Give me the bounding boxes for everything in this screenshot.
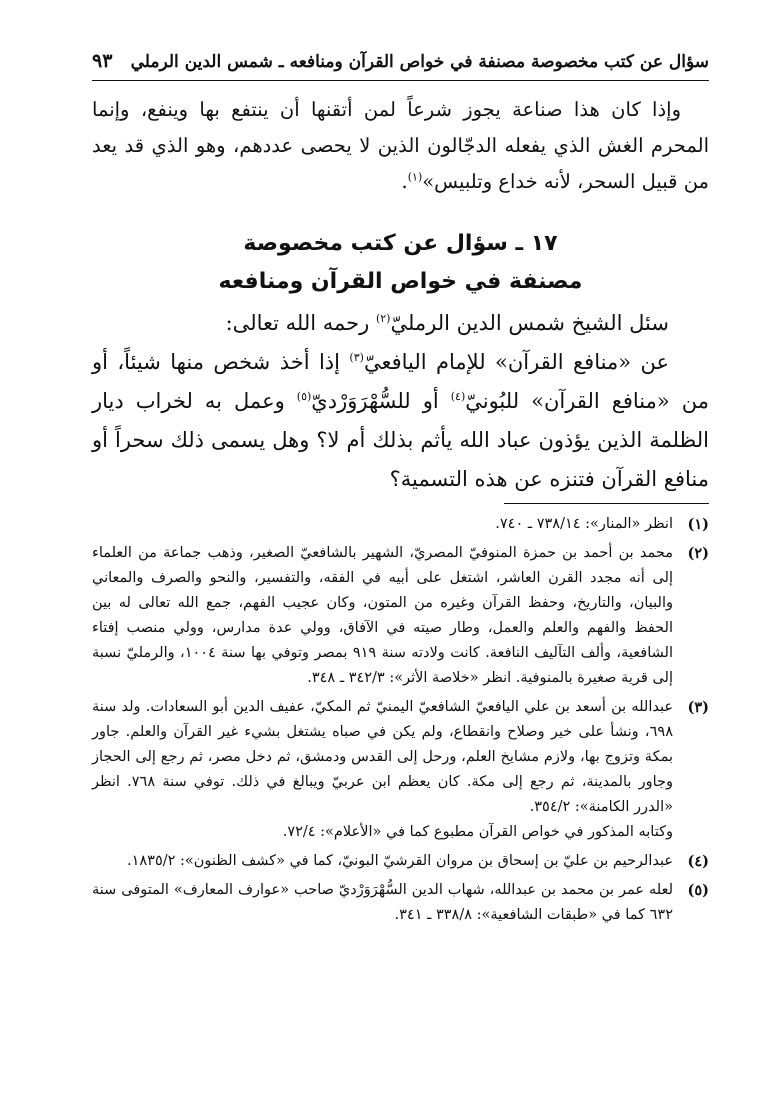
footnote-ref-1[interactable]: (١) [407, 170, 423, 184]
question-body [92, 304, 709, 499]
footnote-separator [504, 503, 709, 504]
section-heading-line-2: مصنفة في خواص القرآن ومنافعه [218, 269, 583, 294]
footnote-1 [92, 512, 709, 537]
page-header [92, 42, 709, 81]
section-heading-line-1: ١٧ ـ سؤال عن كتب مخصوصة [243, 231, 558, 256]
question-text [92, 343, 709, 499]
footnote-number: (٣) [687, 699, 709, 716]
footnote-text: لعله عمر بن محمد بن عبدالله، شهاب الدين السُّهْرَوَرْديّ صاحب «عوارف المعارف» المتوفى سنة ٦٣٢ كما في «طبقات الشافعية»: ٣٣٨/٨ ـ ٣٤١. [92, 882, 673, 923]
footnote-ref-3[interactable]: (٣) [349, 351, 364, 364]
section-heading [92, 225, 709, 301]
footnote-text: محمد بن أحمد بن حمزة المنوفيّ المصريّ، الشهير بالشافعيّ الصغير، وذهب جماعة من العلماء إلى أنه مجدد القرن العاشر، اشتغل على أبيه في الفقه، والتفسير، والنحو والصرف والمعاني والبيان، والتاريخ، وحفظ القرآن وغيره من المتون، وكان عجيب الفهم، جمع الله تعالى له بين الحفظ والفهم والعلم والعمل، وطار صيته في الآفاق، وولي عدة مدارس، وولي منصب إفتاء الشافعية، وألف التآليف النافعة. كانت ولادته سنة ٩١٩ بمصر وتوفي بها سنة ١٠٠٤، والرمليّ نسبة إلى قرية صغيرة بالمنوفية. انظر «خلاصة الأثر»: ٣٤٢/٣ ـ ٣٤٨. [92, 545, 673, 686]
running-head: سؤال عن كتب مخصوصة مصنفة في خواص القرآن ومنافعه ـ شمس الدين الرملي [130, 52, 709, 72]
question-lead [92, 304, 709, 343]
page-number: ٩٣ [92, 50, 113, 72]
footnote-3 [92, 695, 709, 845]
question-text-part-4: وعمل به لخراب ديار الظلمة الذين يؤذون عباد الله يأثم بذلك أم لا؟ وهل يسمى ذلك سحراً أو منافع القرآن فتنزه عن هذه التسمية؟ [92, 389, 709, 491]
footnote-ref-2[interactable]: (٢) [375, 312, 391, 325]
footnote-number: (٢) [687, 545, 709, 562]
footnote-number: (٥) [687, 882, 709, 899]
footnote-5 [92, 878, 709, 928]
intro-paragraph [92, 92, 709, 200]
footnote-text: عبدالله بن أسعد بن علي اليافعيّ الشافعيّ اليمنيّ ثم المكيّ، عفيف الدين أبو السعادات. ولد سنة ٦٩٨، ونشأ على خير وصلاح وانقطاع، ولم يكن في صباه يشتغل بشيء غير القرآن والعلم. جاور بمكة وتزوج بها، ولازم مشايخ العلم، ورحل إلى القدس ودمشق، ثم دخل مصر، ثم رجع إلى الحجاز وجاور بالمدينة، ثم رجع إلى مكة. كان يعظم ابن عربيّ ويبالغ في ذلك. توفي سنة ٧٦٨. انظر «الدرر الكامنة»: ٣٥٤/٢. [92, 699, 674, 815]
footnote-number: (١) [687, 516, 709, 533]
intro-end: . [401, 170, 408, 193]
intro-text: وإذا كان هذا صناعة يجوز شرعاً لمن أتقنها أن ينتفع بها وينفع، وإنما المحرم الغش الذي يفعله الدجّالون الذين لا يحصى عددهم، وهو الذي قد يعد من قبيل السحر، لأنه خداع وتلبيس» [92, 98, 709, 193]
footnotes [92, 512, 709, 932]
question-text-part-1: عن «منافع القرآن» للإمام اليافعيّ [363, 350, 669, 374]
question-lead-text: سئل الشيخ شمس الدين الرمليّ [390, 311, 669, 335]
footnote-ref-4[interactable]: (٤) [450, 390, 466, 403]
footnote-number: (٤) [687, 853, 709, 870]
footnote-extra-text: وكتابه المذكور في خواص القرآن مطبوع كما في «الأعلام»: ٧٢/٤. [282, 824, 673, 840]
question-text-part-2: إذا أخذ شخص منها شيئاً، أو من «منافع القرآن» للبُونيّ [92, 350, 709, 413]
question-lead-end: رحمه الله تعالى: [225, 311, 376, 335]
footnote-4 [92, 849, 709, 874]
footnote-text: انظر «المنار»: ٧٣٨/١٤ ـ ٧٤٠. [495, 516, 673, 532]
footnote-2 [92, 541, 709, 691]
question-text-part-3: أو للسُّهْرَوَرْديّ [311, 389, 451, 413]
footnote-text: عبدالرحيم بن عليّ بن إسحاق بن مروان القرشيّ البونيّ، كما في «كشف الظنون»: ١٨٣٥/٢. [126, 853, 673, 869]
footnote-ref-5[interactable]: (٥) [296, 390, 312, 403]
